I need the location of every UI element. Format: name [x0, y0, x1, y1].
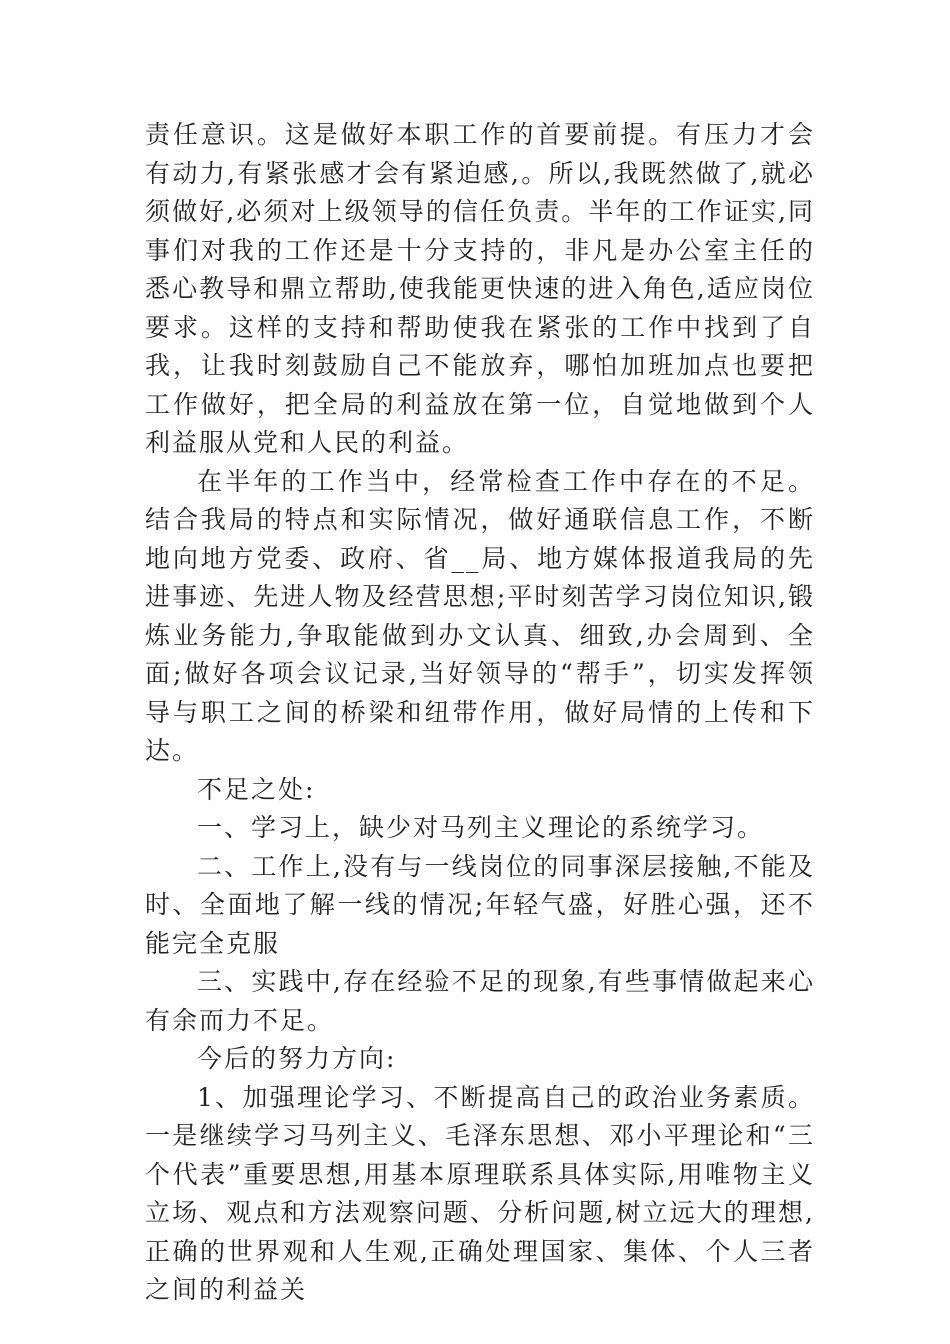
shortcoming-item-2: 二、工作上,没有与一线岗位的同事深层接触,不能及时、全面地了解一线的情况;年轻气盛，好胜心强，还不能完全克服	[145, 851, 815, 958]
paragraph-responsibility: 责任意识。这是做好本职工作的首要前提。有压力才会有动力,有紧张感才会有紧迫感,。所以,我既然做了,就必须做好,必须对上级领导的信任负责。半年的工作证实,同事们对我的工作还是十分支持的，非凡是办公室主任的悉心教导和鼎立帮助,使我能更快速的进入角色,适应岗位要求。这样的支持和帮助使我在紧张的工作中找到了自我，让我时刻鼓励自己不能放弃，哪怕加班加点也要把工作做好，把全局的利益放在第一位，自觉地做到个人利益服从党和人民的利益。	[145, 120, 815, 457]
shortcoming-item-3: 三、实践中,存在经验不足的现象,有些事情做起来心有余而力不足。	[145, 967, 815, 1035]
paragraph-work-review: 在半年的工作当中，经常检查工作中存在的不足。结合我局的特点和实际情况，做好通联信息工作，不断地向地方党委、政府、省__局、地方媒体报道我局的先进事迹、先进人物及经营思想;平时刻苦学习岗位知识,锻炼业务能力,争取能做到办文认真、细致,办会周到、全面;做好各项会议记录,当好领导的“帮手”，切实发挥领导与职工之间的桥梁和纽带作用，做好局情的上传和下达。	[145, 466, 815, 765]
shortcoming-item-1: 一、学习上，缺少对马列主义理论的系统学习。	[197, 813, 765, 842]
document-body	[145, 116, 815, 1310]
heading-shortcomings: 不足之处:	[197, 774, 316, 804]
direction-item-1: 1、加强理论学习、不断提高自己的政治业务素质。一是继续学习马列主义、毛泽东思想、邓小平理论和“三个代表”重要思想,用基本原理联系具体实际,用唯物主义立场、观点和方法观察问题、分析问题,树立远大的理想,正确的世界观和人生观,正确处理国家、集体、个人三者之间的利益关	[145, 1082, 815, 1304]
heading-future-direction: 今后的努力方向:	[197, 1044, 397, 1073]
